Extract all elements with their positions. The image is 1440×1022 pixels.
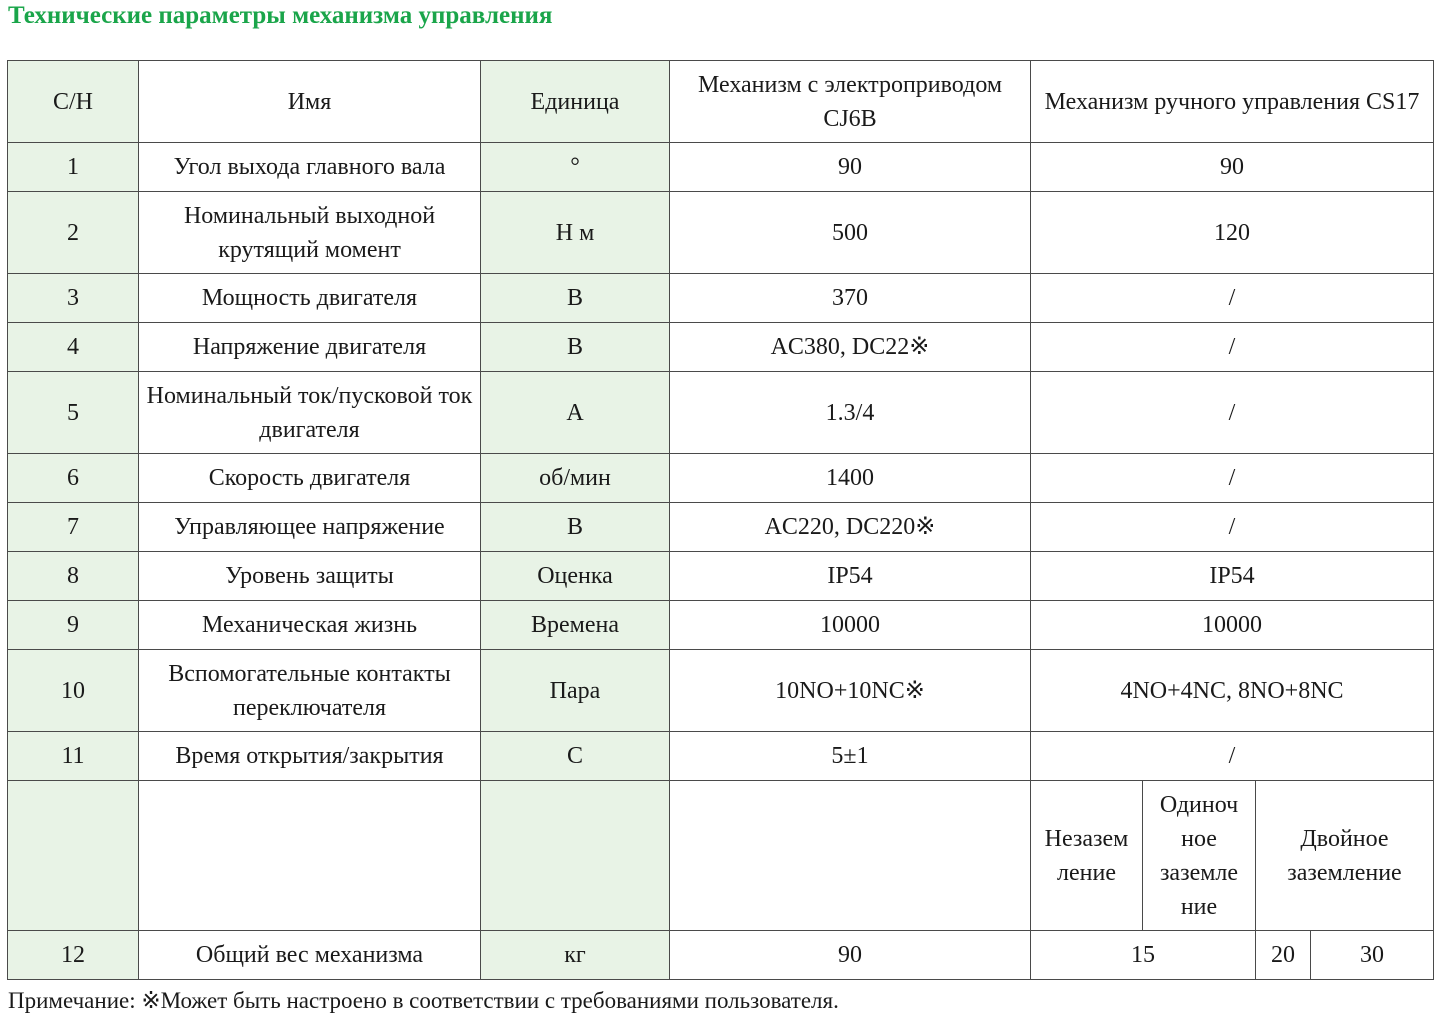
grounding-unit-empty [481,781,670,931]
cell-unit: А [481,372,670,454]
cell-sn: 12 [8,931,139,980]
table-row [8,650,1434,732]
cell-manual: / [1031,732,1434,781]
cell-unit: кг [481,931,670,980]
cell-electric: 90 [670,143,1031,192]
cell-sn: 4 [8,323,139,372]
cell-sn: 11 [8,732,139,781]
table-row [8,503,1434,552]
cell-unit: В [481,274,670,323]
page-title: Технические параметры механизма управления [8,2,553,29]
cell-manual: / [1031,274,1434,323]
header-manual: Механизм ручного управления CS17 [1031,61,1434,143]
cell-electric: 10NO+10NC※ [670,650,1031,732]
cell-weight-30: 30 [1311,931,1434,980]
cell-manual: 90 [1031,143,1434,192]
cell-sn: 8 [8,552,139,601]
cell-manual: / [1031,503,1434,552]
cell-sn: 3 [8,274,139,323]
cell-name: Угол выхода главного вала [139,143,481,192]
footnote: Примечание: ※Может быть настроено в соответствии с требованиями пользователя. [8,988,839,1013]
cell-name: Механическая жизнь [139,601,481,650]
table-row [8,274,1434,323]
table-row [8,143,1434,192]
header-name: Имя [139,61,481,143]
cell-unit: Н м [481,192,670,274]
cell-name: Уровень защиты [139,552,481,601]
cell-electric: 90 [670,931,1031,980]
table-row [8,192,1434,274]
cell-electric: 1.3/4 [670,372,1031,454]
cell-sn: 5 [8,372,139,454]
cell-unit: Времена [481,601,670,650]
cell-electric: 5±1 [670,732,1031,781]
table-row [8,601,1434,650]
cell-sn: 7 [8,503,139,552]
cell-name: Время открытия/закрытия [139,732,481,781]
parameters-table [7,60,1434,980]
table-row [8,552,1434,601]
cell-name: Вспомогательные контакты переключателя [139,650,481,732]
cell-sn: 6 [8,454,139,503]
table-row [8,732,1434,781]
cell-electric: 1400 [670,454,1031,503]
cell-sn: 1 [8,143,139,192]
cell-electric: IP54 [670,552,1031,601]
cell-name: Скорость двигателя [139,454,481,503]
header-electric: Механизм с электроприводом CJ6B [670,61,1031,143]
cell-name: Напряжение двигателя [139,323,481,372]
cell-sn: 10 [8,650,139,732]
cell-electric: 10000 [670,601,1031,650]
table-row [8,931,1434,980]
grounding-double: Двойное заземление [1256,781,1434,931]
grounding-ungrounded: Незазем ление [1031,781,1143,931]
cell-name: Номинальный выходной крутящий момент [139,192,481,274]
cell-unit: ° [481,143,670,192]
cell-electric: 500 [670,192,1031,274]
cell-sn: 9 [8,601,139,650]
grounding-sn-empty [8,781,139,931]
cell-electric: AC380, DC22※ [670,323,1031,372]
header-unit: Единица [481,61,670,143]
header-sn: С/Н [8,61,139,143]
cell-sn: 2 [8,192,139,274]
cell-manual: / [1031,323,1434,372]
cell-unit: Оценка [481,552,670,601]
cell-manual: 4NO+4NC, 8NO+8NC [1031,650,1434,732]
cell-unit: об/мин [481,454,670,503]
grounding-row [8,781,1434,931]
cell-manual: / [1031,372,1434,454]
grounding-name-empty [139,781,481,931]
table-row [8,454,1434,503]
table-row [8,323,1434,372]
grounding-electric-empty [670,781,1031,931]
cell-manual: 120 [1031,192,1434,274]
cell-manual: / [1031,454,1434,503]
cell-manual: IP54 [1031,552,1434,601]
cell-unit: Пара [481,650,670,732]
cell-unit: В [481,503,670,552]
cell-manual: 10000 [1031,601,1434,650]
cell-weight-15: 15 [1031,931,1256,980]
cell-unit: С [481,732,670,781]
header-row [8,61,1434,143]
cell-name: Мощность двигателя [139,274,481,323]
cell-weight-20: 20 [1256,931,1311,980]
table-row [8,372,1434,454]
cell-unit: В [481,323,670,372]
grounding-single: Одиноч ное заземле ние [1143,781,1256,931]
cell-electric: 370 [670,274,1031,323]
cell-name: Номинальный ток/пусковой ток двигателя [139,372,481,454]
cell-electric: AC220, DC220※ [670,503,1031,552]
cell-name: Управляющее напряжение [139,503,481,552]
cell-name: Общий вес механизма [139,931,481,980]
